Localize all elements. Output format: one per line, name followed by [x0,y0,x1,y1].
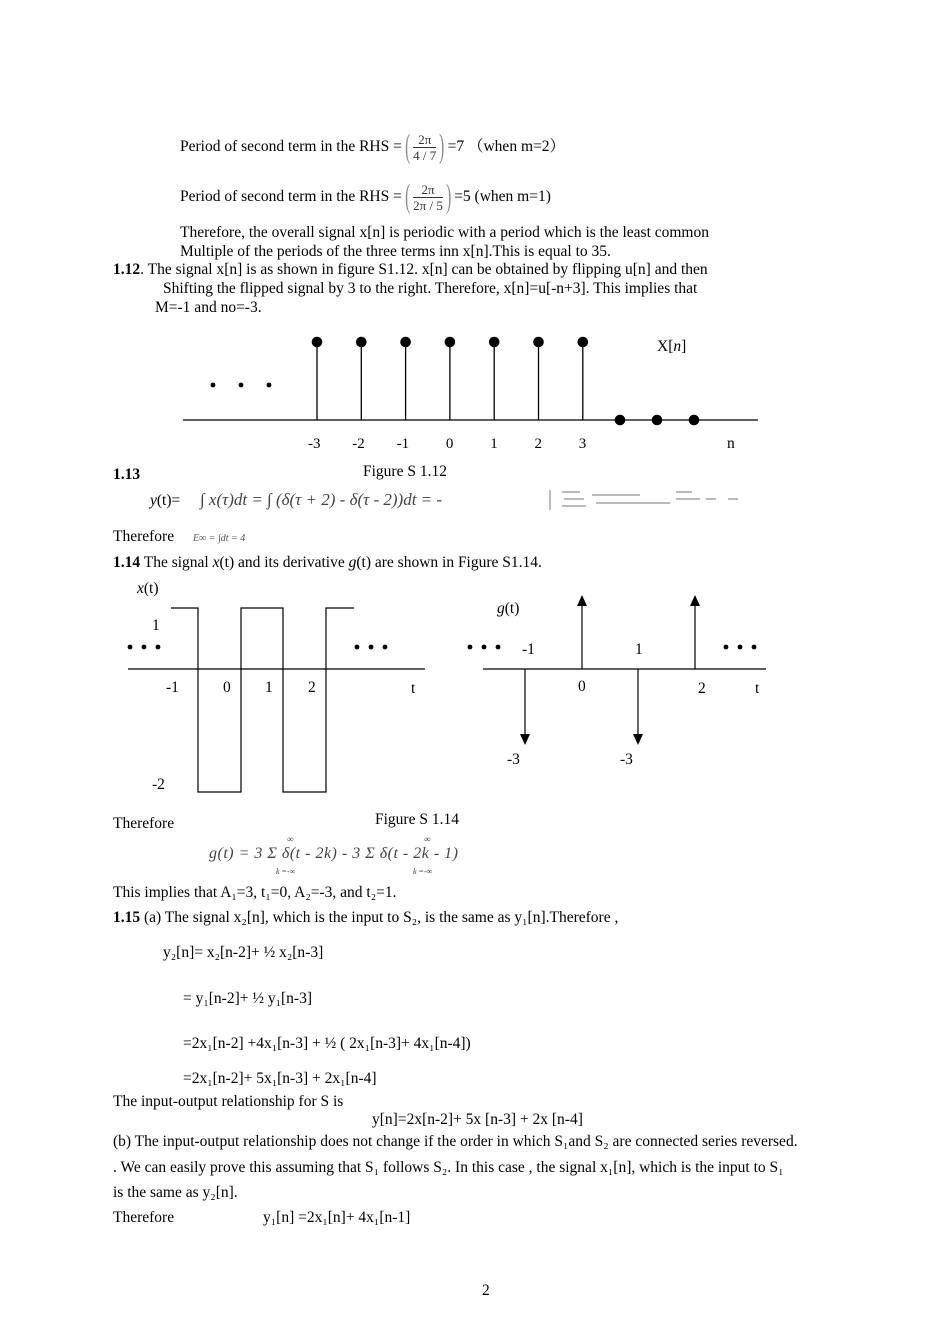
conclusion-line-1: Therefore, the overall signal x[n] is periodic with a period which is the least common [180,224,709,241]
gt-impulse-low-2: -3 [620,751,633,768]
problem-text: (a) The signal x₂[n], which is the input to S₂, is the same as y₁[n].Therefore , [140,909,619,926]
label-prefix: X[ [657,338,674,355]
n-tick-label: -1 [396,436,410,452]
therefore-1-13: Therefore [113,528,175,545]
therefore-1-14: Therefore [113,815,175,832]
therefore-1-15: Therefore [113,1209,175,1226]
xt-tick-0: 0 [223,679,231,696]
left-paren: ( [404,178,411,215]
arrow-up-icon [577,595,587,606]
label-suffix: ] [681,338,687,355]
xt-level-high: 1 [152,617,160,634]
gt-tick-2: 2 [698,680,706,697]
eq-1-15-line-3: =2x₁[n-2] +4x₁[n-3] + ½ ( 2x₁[n-3]+ 4x₁[n-4]) [183,1035,471,1052]
sum-1-upper: ∞ [287,834,294,844]
figure-s1-12-caption: Figure S 1.12 [363,463,447,480]
title-rest: (t) [143,580,159,597]
sum-2-upper: ∞ [424,834,431,844]
page-number: 2 [482,1282,490,1299]
fraction-denominator: 2π / 5 [413,197,443,213]
sum-2-lower: k =-∞ [413,867,433,876]
n-tick-label: -3 [308,436,321,452]
problem-number: 1.15 [113,909,141,926]
yt-integral-formula: ∫ x(τ)dt = ∫ (δ(τ + 2) - δ(τ - 2))dt = - [200,490,443,509]
gt-impulses [525,604,695,736]
arrow-down-icon [520,734,530,745]
conclusion-line-2: Multiple of the periods of the three terms inn x[n].This is equal to 35. [180,243,611,260]
right-paren: ) [439,128,445,165]
n-tick-label: 2 [534,436,542,452]
relationship-intro: The input-output relationship for S is [113,1093,344,1110]
title-variable: g [497,600,505,617]
problem-1-15-intro [113,910,618,926]
problem-text: (t) and its derivative [219,554,349,571]
xt-level-low: -2 [152,776,165,793]
y-label-rest: (t)= [156,492,181,509]
period-line-1-suffix: =7 （when m=2） [447,138,565,156]
fraction-numerator: 2π [413,183,443,198]
final-equation: y₁[n] =2x₁[n]+ 4x₁[n-1] [263,1209,411,1226]
arrow-up-icon [690,595,700,606]
period-line-2-prefix: Period of second term in the RHS = [180,188,402,206]
problem-number: 1.14 [113,554,141,571]
problem-1-12-line-3: M=-1 and no=-3. [155,299,262,316]
gt-label-m1: -1 [522,641,535,658]
arrow-down-icon [633,734,643,745]
label-variable: n [673,338,682,355]
problem-1-12-line-2: Shifting the flipped signal by 3 to the right. Therefore, x[n]=u[-n+3]. This implies that [163,280,698,297]
x-variable: x [212,554,220,571]
gt-impulse-low-1: -3 [507,751,520,768]
n-tick-label: 0 [445,436,454,452]
xt-tick-1: 1 [265,679,273,696]
xt-tick-m1: -1 [166,679,179,696]
part-b-line-3: is the same as y₂[n]. [113,1184,238,1201]
g-variable: g [348,554,357,571]
fraction-numerator: 2π [413,133,436,148]
sum-1-lower: k =-∞ [276,867,296,876]
y-variable: y [150,492,157,509]
eq-1-15-line-2: = y₁[n-2]+ ½ y₁[n-3] [183,990,313,1007]
implies-line: This implies that A₁=3, t₁=0, A₂=-3, and t₂=1. [113,884,397,901]
relationship-equation: y[n]=2x[n-2]+ 5x [n-3] + 2x [n-4] [372,1111,583,1128]
title-variable: x [137,580,144,597]
gt-equation: g(t) = 3 Σ δ(t - 2k) - 3 Σ δ(t - 2k - 1) [209,845,459,862]
part-b-line-2: . We can easily prove this assuming that S₁ follows S₂. In this case , the signal x₁[n], which is the input to S₁ [113,1159,784,1176]
gt-tick-0: 0 [578,678,586,695]
xt-axis-label: t [411,680,416,697]
problem-1-13-number: 1.13 [113,466,141,483]
energy-formula: E∞ = ∫dt = 4 [193,533,246,544]
eq-1-15-line-1: y₂[n]= x₂[n-2]+ ½ x₂[n-3] [163,944,324,961]
left-paren: ( [404,128,411,165]
problem-text: . The signal x[n] is as shown in figure S1.12. x[n] can be obtained by flipping u[n] and then [140,261,708,278]
n-tick-label: 1 [490,436,498,452]
right-paren: ) [445,178,452,215]
gt-left-ellipsis [468,645,501,650]
gt-axis-label: t [755,680,760,697]
gt-right-ellipsis [724,645,757,650]
gt-arrowheads [520,595,700,745]
title-rest: (t) [504,600,520,617]
figure-s1-14-caption: Figure S 1.14 [375,811,459,828]
fraction-denominator: 4 / 7 [413,147,437,163]
n-tick-label: -2 [352,436,365,452]
eq-1-15-line-4: =2x₁[n-2]+ 5x₁[n-3] + 2x₁[n-4] [183,1070,377,1087]
problem-text: (t) are shown in Figure S1.14. [356,554,542,571]
problem-text: The signal [140,554,213,571]
n-axis-label: n [727,435,735,452]
period-line-1-prefix: Period of second term in the RHS = [180,138,402,156]
n-tick-label: 3 [578,436,587,452]
problem-number: 1.12 [113,261,141,278]
xt-tick-2: 2 [308,679,316,696]
part-b-line-1: (b) The input-output relationship does not change if the order in which S₁and S₂ are connected series reversed. [113,1133,798,1150]
gt-label-1: 1 [635,641,643,658]
period-line-2-suffix: =5 (when m=1) [454,188,551,206]
